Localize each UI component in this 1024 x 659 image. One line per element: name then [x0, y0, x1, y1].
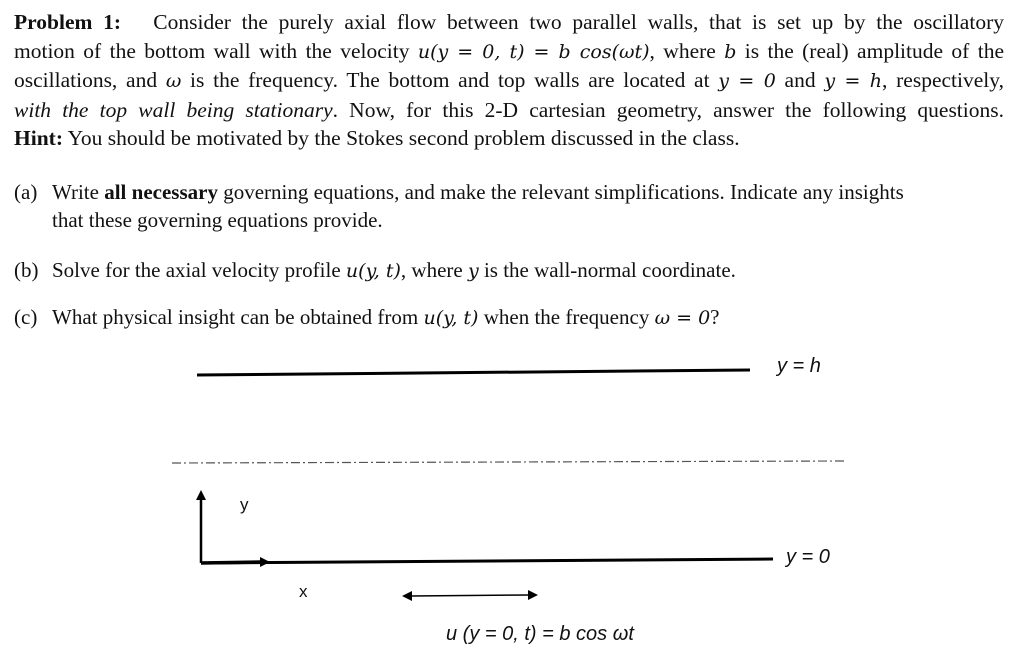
question-b [14, 256, 1004, 285]
problem-statement [14, 8, 1004, 153]
question-a [14, 178, 1004, 234]
intro-line-2 [14, 37, 1004, 67]
top-wall [197, 370, 750, 375]
question-continuation: that these governing equations provide. [52, 208, 383, 232]
question-text: ? [710, 305, 720, 329]
intro-line-1 [14, 8, 1004, 37]
bottom-wall-label: y = 0 [786, 546, 830, 568]
top-wall-label: y = h [777, 355, 821, 377]
math-u: u(y, t) [345, 260, 401, 282]
intro-text: , where [649, 38, 725, 63]
math-yh: y = h [824, 70, 883, 93]
boundary-condition-label: u (y = 0, t) = b cos ωt [446, 623, 634, 645]
question-text: , where [400, 258, 468, 282]
question-text: is the wall-normal coordinate. [478, 258, 736, 282]
problem-heading: Problem 1: [14, 10, 122, 34]
intro-line-3 [14, 66, 1004, 96]
intro-text: oscillations, and [14, 68, 166, 93]
question-label: (b) [14, 258, 39, 282]
intro-text: Consider the purely axial flow between two parallel walls, that is set up by the oscillatory [153, 10, 1004, 34]
math-u: u(y, t) [423, 307, 479, 329]
intro-text: . Now, for this 2-D cartesian geometry, answer the following questions. [332, 97, 1004, 122]
y-axis-arrowhead-icon [196, 490, 206, 500]
emphasis-text: with the top wall being stationary [14, 97, 333, 122]
question-label: (c) [14, 305, 38, 329]
bottom-wall [201, 559, 773, 563]
bc-equation: u(y = 0, t) = b cos(ωt) [417, 40, 650, 63]
intro-text: is the (real) amplitude of the [736, 38, 1004, 63]
question-text: governing equations, and make the relevant simplifications. Indicate any insights [217, 180, 904, 204]
question-text: What physical insight can be obtained from [52, 305, 424, 329]
question-label: (a) [14, 180, 38, 204]
left-arrowhead-icon [402, 591, 412, 601]
hint-text: You should be motivated by the Stokes second problem discussed in the class. [67, 126, 740, 151]
math-y: y [467, 260, 479, 282]
question-text: Solve for the axial velocity profile [52, 258, 346, 282]
intro-text: is the frequency. The bottom and top walls are located at [181, 68, 719, 93]
math-b: b [724, 40, 737, 63]
question-text: Write [52, 180, 105, 204]
math-omega: ω [165, 70, 182, 93]
intro-text: motion of the bottom wall with the velocity [14, 38, 418, 63]
intro-line-4 [14, 96, 1004, 125]
question-c [14, 303, 1004, 332]
hint-line [14, 124, 1004, 153]
channel-diagram [0, 340, 1024, 659]
centerline [172, 461, 845, 463]
intro-text: and [775, 68, 825, 93]
question-emphasis: all necessary [104, 180, 218, 204]
y-axis-label: y [240, 495, 249, 514]
oscillation-arrow [410, 595, 530, 596]
question-text: when the frequency [478, 305, 655, 329]
x-axis-label: x [299, 582, 308, 601]
math-omega-zero: ω = 0 [654, 307, 711, 329]
math-y0: y = 0 [718, 70, 776, 93]
hint-label: Hint: [14, 126, 63, 151]
x-axis [201, 562, 262, 563]
right-arrowhead-icon [528, 590, 538, 600]
x-axis-arrowhead-icon [260, 557, 270, 567]
intro-text: , respectively, [882, 68, 1004, 93]
diagram-graphics [0, 340, 1024, 659]
